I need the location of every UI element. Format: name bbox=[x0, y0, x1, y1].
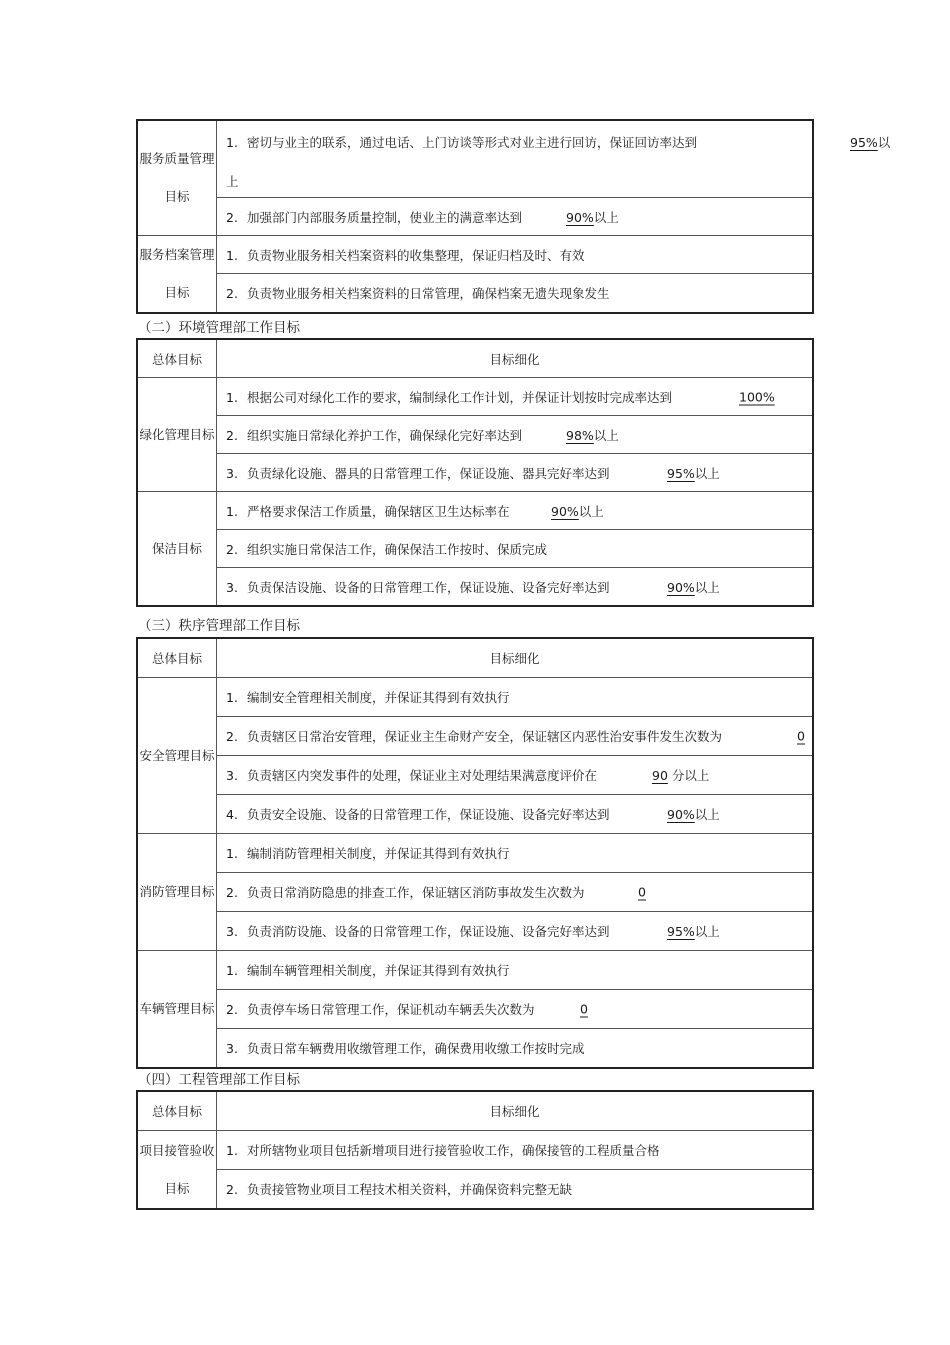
header-overall: 总体目标 bbox=[137, 1091, 217, 1131]
goal-item: 1. 编制安全管理相关制度，并保证其得到有效执行 bbox=[217, 678, 814, 717]
target-value: 90 bbox=[652, 768, 668, 783]
goal-text-wrap: 上 bbox=[226, 174, 239, 189]
goal-text: 负责安全设施、设备的日常管理工作，保证设施、设备完好率达到 bbox=[246, 807, 610, 822]
goal-text: 组织实施日常保洁工作，确保保洁工作按时、保质完成 bbox=[246, 541, 547, 557]
service-goals-table bbox=[136, 119, 891, 314]
goal-text: 负责消防设施、设备的日常管理工作，保证设施、设备完好率达到 bbox=[246, 924, 610, 939]
group-label: 绿化管理目标 bbox=[137, 378, 217, 492]
goal-text: 严格要求保洁工作质量，确保辖区卫生达标率在 bbox=[246, 503, 510, 519]
target-value: 95% bbox=[667, 465, 695, 481]
goal-item: 3. 负责保洁设施、设备的日常管理工作，保证设施、设备完好率达到 90%以上 bbox=[217, 568, 814, 607]
goal-item: 3. 负责消防设施、设备的日常管理工作，保证设施、设备完好率达到 95%以上 bbox=[217, 912, 814, 951]
group-label: 服务档案管理目标 bbox=[137, 236, 217, 314]
goal-text: 负责辖区内突发事件的处理，保证业主对处理结果满意度评价在 bbox=[246, 768, 597, 783]
goal-text: 编制安全管理相关制度，并保证其得到有效执行 bbox=[246, 690, 510, 705]
target-value: 90% bbox=[566, 209, 594, 225]
goal-item: 1. 编制消防管理相关制度，并保证其得到有效执行 bbox=[217, 834, 814, 873]
goal-text: 对所辖物业项目包括新增项目进行接管验收工作，确保接管的工程质量合格 bbox=[246, 1143, 660, 1158]
header-detail: 目标细化 bbox=[217, 1091, 814, 1131]
goal-item: 2. 加强部门内部服务质量控制，使业主的满意率达到 90%以上 bbox=[217, 198, 814, 236]
section-caption: （三）秩序管理部工作目标 bbox=[138, 618, 300, 634]
header-overall: 总体目标 bbox=[137, 638, 217, 678]
goal-item: 3. 负责日常车辆费用收缴管理工作，确保费用收缴工作按时完成 bbox=[217, 1029, 814, 1069]
goal-item: 4. 负责安全设施、设备的日常管理工作，保证设施、设备完好率达到 90%以上 bbox=[217, 795, 814, 834]
goal-text: 编制车辆管理相关制度，并保证其得到有效执行 bbox=[246, 963, 510, 978]
target-value: 90% bbox=[667, 579, 695, 595]
environment-goals-table bbox=[136, 338, 814, 607]
goal-text: 根据公司对绿化工作的要求，编制绿化工作计划，并保证计划按时完成率达到 bbox=[246, 389, 672, 405]
group-label: 服务质量管理目标 bbox=[137, 120, 217, 236]
section-caption: （二）环境管理部工作目标 bbox=[138, 320, 300, 336]
goal-item: 2. 负责物业服务相关档案资料的日常管理，确保档案无遗失现象发生 bbox=[217, 274, 814, 313]
goal-item: 1. 严格要求保洁工作质量，确保辖区卫生达标率在 90%以上 bbox=[217, 492, 814, 530]
goal-item: 2. 负责停车场日常管理工作，保证机动车辆丢失次数为 0 bbox=[217, 990, 814, 1029]
goal-item: 2. 负责日常消防隐患的排查工作，保证辖区消防事故发生次数为 0 bbox=[217, 873, 814, 912]
target-value: 98% bbox=[566, 427, 594, 443]
target-value: 0 bbox=[797, 728, 805, 744]
group-label: 项目接管验收目标 bbox=[137, 1131, 217, 1210]
engineering-goals-table bbox=[136, 1090, 814, 1210]
goal-text: 负责保洁设施、设备的日常管理工作，保证设施、设备完好率达到 bbox=[246, 579, 610, 595]
goal-text: 负责物业服务相关档案资料的收集整理，保证归档及时、有效 bbox=[246, 247, 585, 263]
group-label: 车辆管理目标 bbox=[137, 951, 217, 1069]
goal-text: 负责物业服务相关档案资料的日常管理，确保档案无遗失现象发生 bbox=[246, 286, 610, 302]
goal-text: 负责日常车辆费用收缴管理工作，确保费用收缴工作按时完成 bbox=[246, 1041, 585, 1056]
goal-item: 1. 对所辖物业项目包括新增项目进行接管验收工作，确保接管的工程质量合格 bbox=[217, 1131, 814, 1170]
target-value: 90% bbox=[667, 807, 695, 822]
section-caption: （四）工程管理部工作目标 bbox=[138, 1072, 300, 1088]
header-overall: 总体目标 bbox=[137, 339, 217, 378]
target-value: 95% bbox=[667, 924, 695, 939]
goal-text: 负责辖区日常治安管理，保证业主生命财产安全，保证辖区内恶性治安事件发生次数为 bbox=[246, 729, 722, 744]
target-value: 95% bbox=[850, 135, 878, 150]
goal-text: 加强部门内部服务质量控制，使业主的满意率达到 bbox=[246, 209, 522, 225]
group-label: 消防管理目标 bbox=[137, 834, 217, 951]
target-value: 0 bbox=[580, 1001, 588, 1017]
goal-item: 2. 组织实施日常保洁工作，确保保洁工作按时、保质完成 bbox=[217, 530, 814, 568]
order-goals-table bbox=[136, 637, 814, 1069]
goal-item: 2. 负责接管物业项目工程技术相关资料，并确保资料完整无缺 bbox=[217, 1170, 814, 1210]
goal-item: 1. 编制车辆管理相关制度，并保证其得到有效执行 bbox=[217, 951, 814, 990]
header-detail: 目标细化 bbox=[217, 339, 814, 378]
target-value: 100% bbox=[739, 389, 775, 404]
goal-item: 3. 负责辖区内突发事件的处理，保证业主对处理结果满意度评价在 90 分以上 bbox=[217, 756, 814, 795]
goal-item: 2. 组织实施日常绿化养护工作，确保绿化完好率达到 98%以上 bbox=[217, 416, 814, 454]
target-value: 0 bbox=[638, 884, 646, 900]
goal-item: 1. 密切与业主的联系，通过电话、上门访谈等形式对业主进行回访，保证回访率达到 95%以 上 bbox=[217, 120, 814, 198]
goal-item: 2. 负责辖区日常治安管理，保证业主生命财产安全，保证辖区内恶性治安事件发生次数为 0 bbox=[217, 717, 814, 756]
goal-text: 编制消防管理相关制度，并保证其得到有效执行 bbox=[246, 846, 510, 861]
group-label: 保洁目标 bbox=[137, 492, 217, 607]
goal-item: 1. 根据公司对绿化工作的要求，编制绿化工作计划，并保证计划按时完成率达到 100% bbox=[217, 378, 814, 416]
goal-text: 负责接管物业项目工程技术相关资料，并确保资料完整无缺 bbox=[246, 1182, 572, 1197]
goal-text: 负责绿化设施、器具的日常管理工作，保证设施、器具完好率达到 bbox=[246, 465, 610, 481]
goal-text: 组织实施日常绿化养护工作，确保绿化完好率达到 bbox=[246, 427, 522, 443]
goal-text: 密切与业主的联系，通过电话、上门访谈等形式对业主进行回访，保证回访率达到 bbox=[246, 135, 697, 150]
group-label: 安全管理目标 bbox=[137, 678, 217, 834]
target-value: 90% bbox=[551, 503, 579, 519]
header-detail: 目标细化 bbox=[217, 638, 814, 678]
goal-item: 3. 负责绿化设施、器具的日常管理工作，保证设施、器具完好率达到 95%以上 bbox=[217, 454, 814, 492]
goal-item: 1. 负责物业服务相关档案资料的收集整理，保证归档及时、有效 bbox=[217, 236, 814, 274]
goal-text: 负责日常消防隐患的排查工作，保证辖区消防事故发生次数为 bbox=[246, 885, 585, 900]
goal-text: 负责停车场日常管理工作，保证机动车辆丢失次数为 bbox=[246, 1002, 535, 1017]
